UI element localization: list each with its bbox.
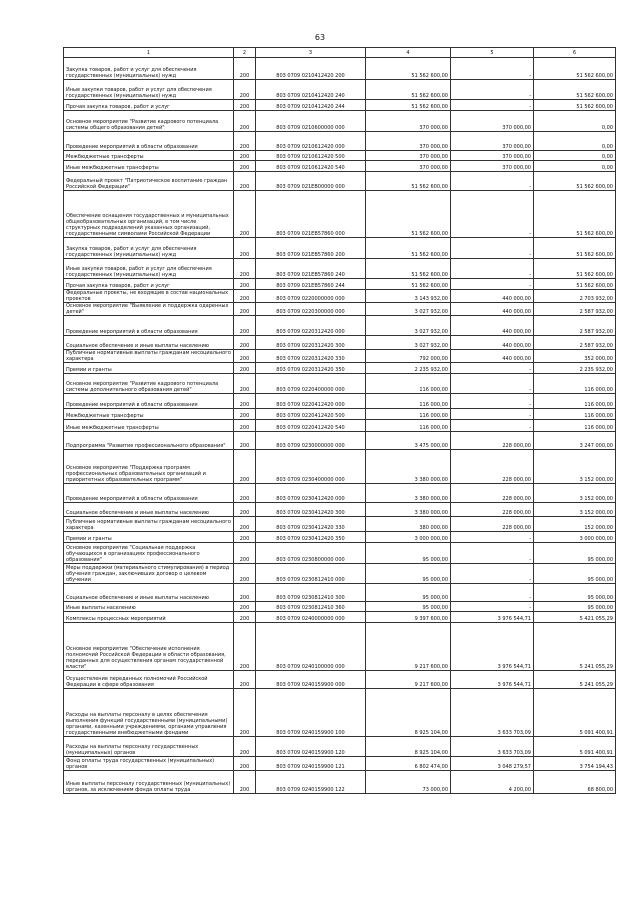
line-code: 200: [234, 484, 256, 503]
budget-classification-code: 803 0709 0210600000 000: [256, 111, 366, 132]
line-code: 200: [234, 517, 256, 532]
budget-classification-code: 803 0709 0240100000 000: [256, 623, 366, 671]
line-code: 200: [234, 151, 256, 161]
table-row: [64, 450, 616, 484]
line-code: 200: [234, 584, 256, 602]
budget-item-name: Подпрограмма "Развитие профессионального образования": [64, 432, 234, 450]
table-row: [64, 409, 616, 420]
executed-amount: -: [451, 363, 534, 374]
executed-amount: -: [451, 58, 534, 80]
line-code: 200: [234, 279, 256, 290]
table-row: [64, 612, 616, 623]
approved-amount: 380 000,00: [366, 517, 451, 532]
approved-amount: 9 397 600,00: [366, 612, 451, 623]
unexecuted-amount: 3 152 000,00: [534, 450, 616, 484]
executed-amount: -: [451, 394, 534, 409]
table-row: [64, 279, 616, 290]
budget-classification-code: 803 0709 0210612420 500: [256, 151, 366, 161]
executed-amount: -: [451, 279, 534, 290]
executed-amount: 3 976 544,71: [451, 612, 534, 623]
budget-classification-code: 803 0709 021EB57860 200: [256, 238, 366, 259]
approved-amount: 51 562 600,00: [366, 58, 451, 80]
approved-amount: 95 000,00: [366, 584, 451, 602]
executed-amount: -: [451, 564, 534, 584]
budget-item-name: Осуществление переданных полномочий Российской Федерации в сфере образования: [64, 671, 234, 689]
column-header: 6: [534, 48, 616, 58]
budget-item-name: Расходы на выплаты персоналу в целях обеспечения выполнения функций государственными (муниципальными) органами, казенными учреждениями, органами управления государственными внебюджетными фондами: [64, 689, 234, 737]
budget-classification-code: 803 0709 0220312420 300: [256, 336, 366, 350]
approved-amount: 116 000,00: [366, 409, 451, 420]
executed-amount: 228 000,00: [451, 517, 534, 532]
unexecuted-amount: 51 562 600,00: [534, 238, 616, 259]
unexecuted-amount: 0,00: [534, 161, 616, 172]
unexecuted-amount: 5 241 055,29: [534, 671, 616, 689]
line-code: 200: [234, 737, 256, 757]
executed-amount: 228 000,00: [451, 484, 534, 503]
line-code: 200: [234, 689, 256, 737]
line-code: 200: [234, 290, 256, 303]
approved-amount: 51 562 600,00: [366, 172, 451, 191]
budget-classification-code: 803 0709 0210612420 000: [256, 132, 366, 151]
executed-amount: -: [451, 374, 534, 394]
unexecuted-amount: 152 000,00: [534, 517, 616, 532]
budget-classification-code: 803 0709 0230412420 300: [256, 503, 366, 517]
unexecuted-amount: 116 000,00: [534, 374, 616, 394]
executed-amount: 3 976 544,71: [451, 671, 534, 689]
line-code: 200: [234, 363, 256, 374]
budget-item-name: Расходы на выплаты персоналу государственных (муниципальных) органов: [64, 737, 234, 757]
unexecuted-amount: 2 587 932,00: [534, 303, 616, 316]
budget-item-name: Иные закупки товаров, работ и услуг для обеспечения государственных (муниципальных) нужд: [64, 259, 234, 279]
line-code: 200: [234, 671, 256, 689]
approved-amount: 95 000,00: [366, 602, 451, 612]
budget-classification-code: 803 0709 0240000000 000: [256, 612, 366, 623]
budget-item-name: Публичные нормативные выплаты гражданам несоциального характера: [64, 517, 234, 532]
budget-item-name: Основное мероприятие "Обеспечение исполнения полномочий Российской Федерации в области образования, переданных для осуществления органам государственной власти": [64, 623, 234, 671]
unexecuted-amount: 116 000,00: [534, 420, 616, 432]
unexecuted-amount: 2 703 932,00: [534, 290, 616, 303]
budget-classification-code: 803 0709 0220412420 500: [256, 409, 366, 420]
table-row: [64, 532, 616, 543]
budget-classification-code: 803 0709 0230800000 000: [256, 543, 366, 564]
approved-amount: 3 027 932,00: [366, 316, 451, 336]
approved-amount: 51 562 600,00: [366, 238, 451, 259]
line-code: 200: [234, 532, 256, 543]
executed-amount: -: [451, 602, 534, 612]
line-code: 200: [234, 303, 256, 316]
budget-classification-code: 803 0709 0240159900 122: [256, 771, 366, 794]
budget-classification-code: 803 0709 021EB57860 244: [256, 279, 366, 290]
budget-item-name: Федеральный проект "Патриотическое воспитание граждан Российской Федерации": [64, 172, 234, 191]
line-code: 200: [234, 543, 256, 564]
line-code: 200: [234, 161, 256, 172]
unexecuted-amount: 51 562 600,00: [534, 279, 616, 290]
executed-amount: 440 000,00: [451, 336, 534, 350]
budget-classification-code: 803 0709 0220312420 350: [256, 363, 366, 374]
budget-item-name: Социальное обеспечение и иные выплаты населению: [64, 584, 234, 602]
unexecuted-amount: 68 800,00: [534, 771, 616, 794]
table-header-row: [64, 48, 616, 58]
approved-amount: 51 562 600,00: [366, 191, 451, 238]
budget-item-name: Фонд оплаты труда государственных (муниципальных) органов: [64, 757, 234, 771]
unexecuted-amount: 51 562 600,00: [534, 58, 616, 80]
line-code: 200: [234, 172, 256, 191]
approved-amount: 2 235 932,00: [366, 363, 451, 374]
budget-item-name: Основное мероприятие "Социальная поддержка обучающихся в организациях профессионального образования": [64, 543, 234, 564]
executed-amount: -: [451, 584, 534, 602]
table-row: [64, 172, 616, 191]
approved-amount: 95 000,00: [366, 543, 451, 564]
executed-amount: -: [451, 172, 534, 191]
line-code: 200: [234, 80, 256, 100]
budget-item-name: Проведение мероприятий в области образования: [64, 132, 234, 151]
unexecuted-amount: 51 562 600,00: [534, 191, 616, 238]
page-number: 63: [314, 33, 326, 42]
approved-amount: 6 802 474,00: [366, 757, 451, 771]
budget-classification-code: 803 0709 0220312420 330: [256, 350, 366, 363]
approved-amount: 73 000,00: [366, 771, 451, 794]
budget-table: [63, 47, 616, 794]
budget-item-name: Комплексы процессных мероприятий: [64, 612, 234, 623]
unexecuted-amount: 116 000,00: [534, 409, 616, 420]
line-code: 200: [234, 394, 256, 409]
table-row: [64, 161, 616, 172]
executed-amount: -: [451, 238, 534, 259]
table-row: [64, 689, 616, 737]
executed-amount: -: [451, 100, 534, 111]
budget-item-name: Иные межбюджетные трансферты: [64, 161, 234, 172]
table-row: [64, 151, 616, 161]
budget-item-name: Проведение мероприятий в области образования: [64, 394, 234, 409]
line-code: 200: [234, 336, 256, 350]
unexecuted-amount: 5 091 400,91: [534, 737, 616, 757]
executed-amount: -: [451, 259, 534, 279]
unexecuted-amount: 95 000,00: [534, 584, 616, 602]
table-row: [64, 350, 616, 363]
budget-item-name: Прочая закупка товаров, работ и услуг: [64, 279, 234, 290]
approved-amount: 3 380 000,00: [366, 503, 451, 517]
table-row: [64, 303, 616, 316]
unexecuted-amount: 3 152 000,00: [534, 503, 616, 517]
table-row: [64, 100, 616, 111]
unexecuted-amount: 95 000,00: [534, 564, 616, 584]
budget-item-name: Закупка товаров, работ и услуг для обеспечения государственных (муниципальных) нужд: [64, 238, 234, 259]
executed-amount: 3 976 544,71: [451, 623, 534, 671]
executed-amount: 3 633 703,09: [451, 737, 534, 757]
approved-amount: 370 000,00: [366, 161, 451, 172]
column-header: 5: [451, 48, 534, 58]
unexecuted-amount: 51 562 600,00: [534, 259, 616, 279]
unexecuted-amount: 0,00: [534, 151, 616, 161]
executed-amount: 228 000,00: [451, 450, 534, 484]
executed-amount: 370 000,00: [451, 151, 534, 161]
budget-item-name: Социальное обеспечение и иные выплаты населению: [64, 336, 234, 350]
line-code: 200: [234, 58, 256, 80]
approved-amount: 51 562 600,00: [366, 259, 451, 279]
approved-amount: 51 562 600,00: [366, 80, 451, 100]
table-row: [64, 432, 616, 450]
line-code: 200: [234, 564, 256, 584]
budget-item-name: Публичные нормативные выплаты гражданам несоциального характера: [64, 350, 234, 363]
column-header: 4: [366, 48, 451, 58]
unexecuted-amount: 95 000,00: [534, 602, 616, 612]
line-code: 200: [234, 238, 256, 259]
line-code: 200: [234, 316, 256, 336]
table-row: [64, 336, 616, 350]
executed-amount: 228 000,00: [451, 503, 534, 517]
budget-classification-code: 803 0709 021EB57860 240: [256, 259, 366, 279]
budget-classification-code: 803 0709 0210412420 244: [256, 100, 366, 111]
table-row: [64, 771, 616, 794]
line-code: 200: [234, 374, 256, 394]
line-code: 200: [234, 503, 256, 517]
budget-item-name: Проведение мероприятий в области образования: [64, 484, 234, 503]
line-code: 200: [234, 259, 256, 279]
table-row: [64, 238, 616, 259]
budget-classification-code: 803 0709 0210412420 240: [256, 80, 366, 100]
unexecuted-amount: 95 000,00: [534, 543, 616, 564]
approved-amount: 8 925 104,00: [366, 689, 451, 737]
executed-amount: -: [451, 80, 534, 100]
line-code: 200: [234, 420, 256, 432]
executed-amount: 228 000,00: [451, 432, 534, 450]
line-code: 200: [234, 450, 256, 484]
budget-item-name: Межбюджетные трансферты: [64, 151, 234, 161]
line-code: 200: [234, 100, 256, 111]
budget-item-name: Прочая закупка товаров, работ и услуг: [64, 100, 234, 111]
table-row: [64, 602, 616, 612]
table-row: [64, 543, 616, 564]
line-code: 200: [234, 350, 256, 363]
line-code: 200: [234, 602, 256, 612]
table-row: [64, 503, 616, 517]
line-code: 200: [234, 757, 256, 771]
budget-classification-code: 803 0709 021EB57860 000: [256, 191, 366, 238]
table-row: [64, 316, 616, 336]
unexecuted-amount: 3 152 000,00: [534, 484, 616, 503]
unexecuted-amount: 51 562 600,00: [534, 80, 616, 100]
line-code: 200: [234, 623, 256, 671]
column-header: 3: [256, 48, 366, 58]
table-row: [64, 191, 616, 238]
unexecuted-amount: 2 235 932,00: [534, 363, 616, 374]
budget-classification-code: 803 0709 0220000000 000: [256, 290, 366, 303]
executed-amount: 370 000,00: [451, 132, 534, 151]
approved-amount: 8 925 104,00: [366, 737, 451, 757]
unexecuted-amount: 2 587 932,00: [534, 336, 616, 350]
budget-classification-code: 803 0709 0220400000 000: [256, 374, 366, 394]
approved-amount: 95 000,00: [366, 564, 451, 584]
budget-classification-code: 803 0709 0220412420 000: [256, 394, 366, 409]
budget-item-name: Проведение мероприятий в области образования: [64, 316, 234, 336]
budget-item-name: Основное мероприятие "Развитие кадрового потенциала системы общего образования детей": [64, 111, 234, 132]
line-code: 200: [234, 111, 256, 132]
approved-amount: 370 000,00: [366, 132, 451, 151]
approved-amount: 51 562 600,00: [366, 279, 451, 290]
budget-item-name: Федеральные проекты, не входящие в состав национальных проектов: [64, 290, 234, 303]
table-row: [64, 374, 616, 394]
budget-item-name: Основное мероприятие "Развитие кадрового потенциала системы дополнительного образования детей": [64, 374, 234, 394]
budget-classification-code: 803 0709 0230812410 360: [256, 602, 366, 612]
executed-amount: 440 000,00: [451, 290, 534, 303]
budget-classification-code: 803 0709 0220412420 540: [256, 420, 366, 432]
budget-item-name: Иные выплаты населению: [64, 602, 234, 612]
approved-amount: 3 143 932,00: [366, 290, 451, 303]
unexecuted-amount: 51 562 600,00: [534, 172, 616, 191]
table-row: [64, 671, 616, 689]
executed-amount: 370 000,00: [451, 161, 534, 172]
approved-amount: 792 000,00: [366, 350, 451, 363]
table-row: [64, 394, 616, 409]
budget-classification-code: 803 0709 0230000000 000: [256, 432, 366, 450]
unexecuted-amount: 3 247 000,00: [534, 432, 616, 450]
budget-item-name: Межбюджетные трансферты: [64, 409, 234, 420]
executed-amount: 370 000,00: [451, 111, 534, 132]
approved-amount: 3 380 000,00: [366, 484, 451, 503]
budget-item-name: Социальное обеспечение и иные выплаты населению: [64, 503, 234, 517]
table-row: [64, 737, 616, 757]
budget-item-name: Премии и гранты: [64, 532, 234, 543]
table-row: [64, 132, 616, 151]
table-row: [64, 623, 616, 671]
table-row: [64, 420, 616, 432]
unexecuted-amount: 51 562 600,00: [534, 100, 616, 111]
table-row: [64, 517, 616, 532]
table-row: [64, 290, 616, 303]
table-row: [64, 757, 616, 771]
budget-classification-code: 803 0709 0210612420 540: [256, 161, 366, 172]
executed-amount: 3 048 279,57: [451, 757, 534, 771]
budget-classification-code: 803 0709 0220300000 000: [256, 303, 366, 316]
unexecuted-amount: 352 000,00: [534, 350, 616, 363]
executed-amount: 440 000,00: [451, 303, 534, 316]
budget-classification-code: 803 0709 0230400000 000: [256, 450, 366, 484]
executed-amount: -: [451, 532, 534, 543]
approved-amount: 116 000,00: [366, 420, 451, 432]
budget-item-name: Основное мероприятие "Выявление и поддержка одаренных детей": [64, 303, 234, 316]
unexecuted-amount: 3 000 000,00: [534, 532, 616, 543]
line-code: 200: [234, 409, 256, 420]
table-row: [64, 80, 616, 100]
budget-classification-code: 803 0709 0240159900 121: [256, 757, 366, 771]
unexecuted-amount: 5 241 055,29: [534, 623, 616, 671]
approved-amount: 116 000,00: [366, 374, 451, 394]
executed-amount: 4 200,00: [451, 771, 534, 794]
budget-item-name: Закупка товаров, работ и услуг для обеспечения государственных (муниципальных) нужд: [64, 58, 234, 80]
executed-amount: -: [451, 543, 534, 564]
executed-amount: 3 633 703,09: [451, 689, 534, 737]
unexecuted-amount: 116 000,00: [534, 394, 616, 409]
table-row: [64, 363, 616, 374]
approved-amount: 3 380 000,00: [366, 450, 451, 484]
table-row: [64, 58, 616, 80]
budget-classification-code: 803 0709 0230812410 300: [256, 584, 366, 602]
budget-item-name: Основное мероприятие "Поддержка программ профессиональных образовательных организаций и приоритетных образовательных программ": [64, 450, 234, 484]
unexecuted-amount: 0,00: [534, 132, 616, 151]
budget-classification-code: 803 0709 0240159900 120: [256, 737, 366, 757]
budget-item-name: Иные выплаты персоналу государственных (муниципальных) органов, за исключением фонда оплаты труда: [64, 771, 234, 794]
unexecuted-amount: 5 091 400,91: [534, 689, 616, 737]
table-row: [64, 111, 616, 132]
budget-classification-code: 803 0709 0240159900 000: [256, 671, 366, 689]
line-code: 200: [234, 132, 256, 151]
executed-amount: -: [451, 409, 534, 420]
budget-item-name: Обеспечение оснащения государственных и муниципальных общеобразовательных организаций, в том числе структурных подразделений указанных организаций, государственными символами Российской Федерации: [64, 191, 234, 238]
executed-amount: 440 000,00: [451, 316, 534, 336]
approved-amount: 370 000,00: [366, 111, 451, 132]
column-header: 1: [64, 48, 234, 58]
budget-classification-code: 803 0709 0230412420 350: [256, 532, 366, 543]
budget-item-name: Иные межбюджетные трансферты: [64, 420, 234, 432]
column-header: 2: [234, 48, 256, 58]
approved-amount: 9 217 600,00: [366, 623, 451, 671]
approved-amount: 3 027 932,00: [366, 303, 451, 316]
approved-amount: 3 475 000,00: [366, 432, 451, 450]
line-code: 200: [234, 191, 256, 238]
line-code: 200: [234, 432, 256, 450]
budget-classification-code: 803 0709 0210412420 200: [256, 58, 366, 80]
line-code: 200: [234, 612, 256, 623]
approved-amount: 9 217 600,00: [366, 671, 451, 689]
budget-item-name: Премии и гранты: [64, 363, 234, 374]
unexecuted-amount: 3 754 194,43: [534, 757, 616, 771]
executed-amount: 440 000,00: [451, 350, 534, 363]
approved-amount: 370 000,00: [366, 151, 451, 161]
approved-amount: 51 562 600,00: [366, 100, 451, 111]
executed-amount: -: [451, 420, 534, 432]
budget-classification-code: 803 0709 0220312420 000: [256, 316, 366, 336]
table-row: [64, 484, 616, 503]
unexecuted-amount: 5 421 055,29: [534, 612, 616, 623]
approved-amount: 3 000 000,00: [366, 532, 451, 543]
executed-amount: -: [451, 191, 534, 238]
budget-item-name: Иные закупки товаров, работ и услуг для обеспечения государственных (муниципальных) нужд: [64, 80, 234, 100]
budget-classification-code: 803 0709 0230812410 000: [256, 564, 366, 584]
approved-amount: 3 027 932,00: [366, 336, 451, 350]
line-code: 200: [234, 771, 256, 794]
budget-item-name: Меры поддержки (материального стимулирования) в период обучения граждан, заключивших договор о целевом обучении: [64, 564, 234, 584]
table-row: [64, 584, 616, 602]
unexecuted-amount: 2 587 932,00: [534, 316, 616, 336]
approved-amount: 116 000,00: [366, 394, 451, 409]
budget-classification-code: 803 0709 0230412420 330: [256, 517, 366, 532]
budget-classification-code: 803 0709 021EB00000 000: [256, 172, 366, 191]
table-row: [64, 564, 616, 584]
table-row: [64, 259, 616, 279]
budget-classification-code: 803 0709 0230412420 000: [256, 484, 366, 503]
budget-classification-code: 803 0709 0240159900 100: [256, 689, 366, 737]
unexecuted-amount: 0,00: [534, 111, 616, 132]
